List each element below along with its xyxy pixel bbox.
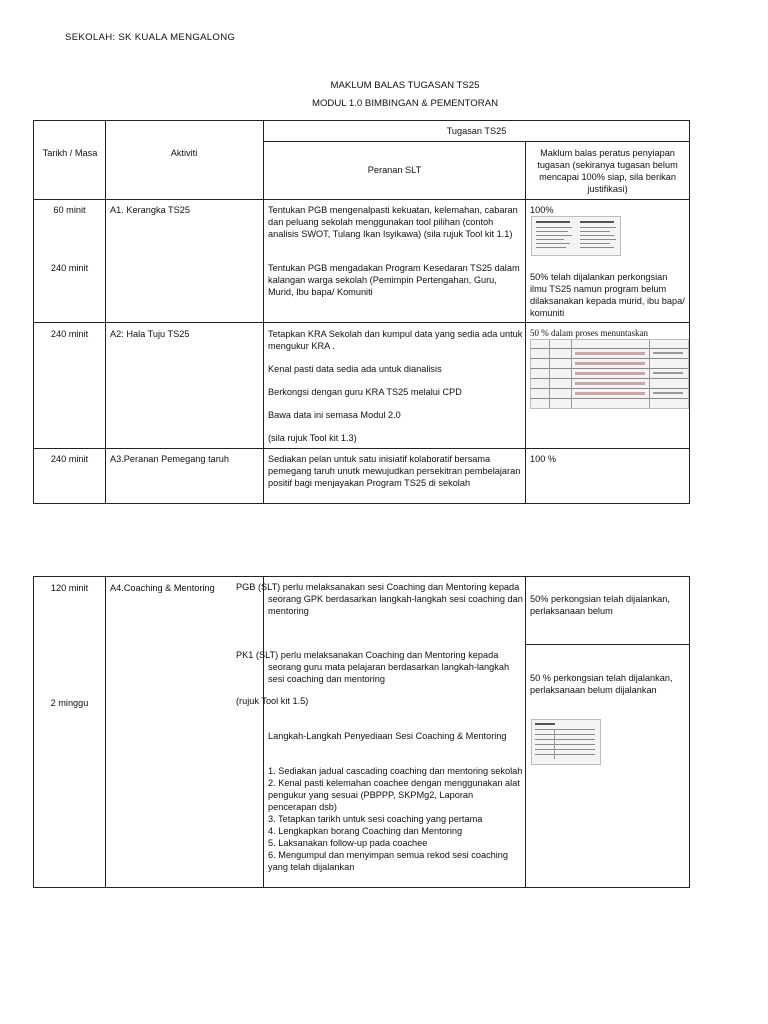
evidence-thumbnail-a1 xyxy=(531,216,621,256)
header-maklum-balas: Maklum balas peratus penyiapan tugasan (sekiranya tugasan belum mencapai 100% siap, sila berikan justifikasi) xyxy=(537,148,678,194)
row-a1-time-2: 240 minit xyxy=(50,263,89,273)
row-a1-feedback-1: 100% xyxy=(530,205,554,215)
row-a1-peranan-1: Tentukan PGB mengenalpasti kekuatan, kelemahan, cabaran dan peluang sekolah menggunakan tool pilihan (contoh analisis SWOT, Tulang Ikan Isyikawa) (sila rujuk Tool kit 1.1) xyxy=(268,205,518,239)
row-a4-feedback-1: 50% perkongsian telah dijalankan, perlaksanaan belum xyxy=(530,594,670,616)
row-a1-feedback-2: 50% telah dijalankan perkongsian ilmu TS25 namun program belum dilaksanakan kepada murid, ibu bapa/ komuniti xyxy=(530,272,685,318)
row-a2-peranan-item: Tetapkan KRA Sekolah dan kumpul data yang sedia ada untuk mengukur KRA . xyxy=(268,329,523,351)
step-item: 1. Sediakan jadual cascading coaching dan mentoring sekolah xyxy=(268,766,523,776)
row-a3-feedback: 100 % xyxy=(530,454,557,464)
row-a2-peranan-item: (sila rujuk Tool kit 1.3) xyxy=(268,433,357,443)
row-a4-time-2: 2 minggu xyxy=(50,698,89,708)
step-item: 2. Kenal pasti kelemahan coachee dengan menggunakan alat pengukur yang sesuai (PBPPP, SKPMg2, Laporan pencerapan dsb) xyxy=(268,778,520,812)
header-peranan: Peranan SLT xyxy=(367,165,422,175)
row-a2-peranan xyxy=(268,328,523,455)
row-a3-time: 240 minit xyxy=(50,454,89,464)
row-a2-peranan-item: Berkongsi dengan guru KRA TS25 melalui CPD xyxy=(268,387,462,397)
row-a4-pgb: PGB (SLT) perlu melaksanakan sesi Coaching dan Mentoring kepada seorang GPK berdasarkan langkah-langkah sesi coaching dan mentoring xyxy=(236,582,523,616)
school-name: SEKOLAH: SK KUALA MENGALONG xyxy=(65,32,236,43)
row-a2-feedback: 50 % dalam proses menuntaskan xyxy=(530,328,648,338)
row-a2-activity: A2: Hala Tuju TS25 xyxy=(110,329,190,339)
evidence-thumbnail-a2 xyxy=(530,339,689,409)
row-a4-activity: A4.Coaching & Mentoring xyxy=(110,583,215,593)
row-a4-pk1: PK1 (SLT) perlu melaksanakan Coaching dan Mentoring kepada seorang guru mata pelajaran berdasarkan langkah-langkah sesi coaching dan mentoring xyxy=(236,650,510,684)
step-item: 6. Mengumpul dan menyimpan semua rekod sesi coaching yang telah dijalankan xyxy=(268,850,509,872)
header-tugasan: Tugasan TS25 xyxy=(446,126,507,136)
row-a3-activity: A3.Peranan Pemegang taruh xyxy=(110,454,230,464)
langkah-steps xyxy=(268,765,523,873)
evidence-thumbnail-a4 xyxy=(531,719,601,765)
step-item: 5. Laksanakan follow-up pada coachee xyxy=(268,838,428,848)
langkah-title: Langkah-Langkah Penyediaan Sesi Coaching & Mentoring xyxy=(268,731,507,741)
row-a2-time: 240 minit xyxy=(50,329,89,339)
header-aktiviti: Aktiviti xyxy=(170,148,198,158)
row-a1-activity: A1. Kerangka TS25 xyxy=(110,205,191,215)
row-a4-feedback-2: 50 % perkongsian telah dijalankan, perlaksanaan belum dijalankan xyxy=(530,673,673,695)
row-a2-peranan-item: Kenal pasti data sedia ada untuk dianalisis xyxy=(268,364,442,374)
step-item: 4. Lengkapkan borang Coaching dan Mentoring xyxy=(268,826,463,836)
row-a4-time-1: 120 minit xyxy=(50,583,89,593)
document-title: MAKLUM BALAS TUGASAN TS25 xyxy=(330,80,480,91)
row-a1-time-1: 60 minit xyxy=(53,205,86,215)
row-a2-peranan-item: Bawa data ini semasa Modul 2.0 xyxy=(268,410,401,420)
header-tarikh: Tarikh / Masa xyxy=(42,148,98,158)
row-a4-rujuk: (rujuk Tool kit 1.5) xyxy=(236,696,309,706)
module-title: MODUL 1.0 BIMBINGAN & PEMENTORAN xyxy=(311,98,499,109)
row-a3-peranan: Sediakan pelan untuk satu inisiatif kolaboratif bersama pemegang taruh unutk mewujudkan persekitran pembelajaran positif bagi menjayakan Program TS25 di sekolah xyxy=(268,454,521,488)
row-a1-peranan-2: Tentukan PGB mengadakan Program Kesedaran TS25 dalam kalangan warga sekolah (Pemimpin Pertengahan, Guru, Murid, Ibu bapa/ Komuniti xyxy=(268,263,520,297)
step-item: 3. Tetapkan tarikh untuk sesi coaching yang pertama xyxy=(268,814,483,824)
